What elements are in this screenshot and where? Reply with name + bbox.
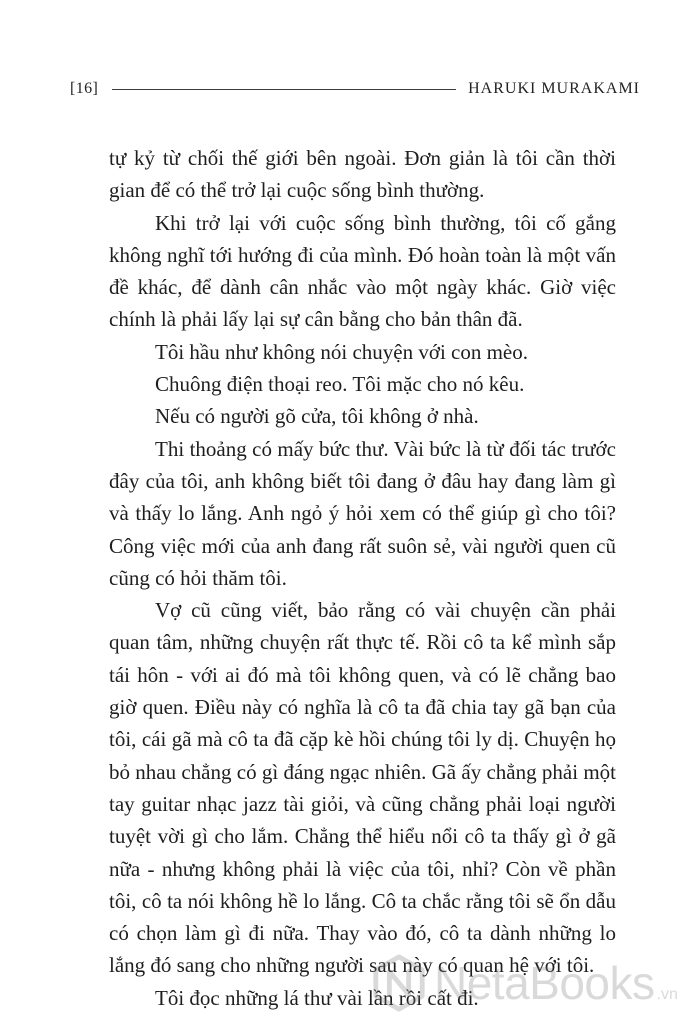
paragraph: Nếu có người gõ cửa, tôi không ở nhà. xyxy=(155,404,479,429)
watermark xyxy=(370,948,690,1018)
page-number: [16] xyxy=(70,80,99,97)
paragraph: Thi thoảng có mấy bức thư. Vài bức là từ đối tác trước đây của tôi, anh không biết tôi đang ở đâu hay đang làm gì và thấy lo lắng. Anh ngỏ ý hỏi xem có thể giúp gì cho tôi? Công việc mới của anh đang rất suôn sẻ, vài người quen cũ cũng có hỏi thăm tôi. xyxy=(109,436,616,590)
body-text xyxy=(109,142,616,1014)
paragraph: Khi trở lại với cuộc sống bình thường, tôi cố gắng không nghĩ tới hướng đi của mình. Đó hoàn toàn là một vấn đề khác, để dành cân nhắc vào một ngày khác. Giờ việc chính là phải lấy lại sự cân bằng cho bản thân đã. xyxy=(109,210,616,332)
running-header xyxy=(70,74,640,104)
running-head-author: HARUKI MURAKAMI xyxy=(468,80,640,97)
paragraph: Tôi đọc những lá thư vài lần rồi cất đi. xyxy=(155,985,479,1010)
paragraph: Vợ cũ cũng viết, bảo rằng có vài chuyện cần phải quan tâm, những chuyện rất thực tế. Rồi cô ta kể mình sắp tái hôn - với ai đó mà tôi không quen, và có lẽ chẳng bao giờ quen. Điều này có nghĩa là cô ta đã chia tay gã bạn của tôi, cái gã mà cô ta đã cặp kè hồi chúng tôi ly dị. Chuyện họ bỏ nhau chẳng có gì đáng ngạc nhiên. Gã ấy chẳng phải một tay guitar nhạc jazz tài giỏi, và cũng chẳng phải loại người tuyệt vời gì cho lắm. Chẳng thể hiểu nổi cô ta thấy gì ở gã nữa - nhưng không phải là việc của tôi, nhỉ? Còn về phần tôi, cô ta nói không hề lo lắng. Cô ta chắc rằng tôi sẽ ổn dẫu có chọn làm gì đi nữa. Thay vào đó, cô ta dành những lo lắng đó sang cho những người sau này có quan hệ với tôi. xyxy=(109,598,616,978)
paragraph: Tôi hầu như không nói chuyện với con mèo. xyxy=(155,339,529,364)
watermark-brand: NetaBooks xyxy=(434,957,655,1009)
netabooks-logo-icon xyxy=(370,954,428,1012)
watermark-tld: .vn xyxy=(656,986,678,1003)
header-rule xyxy=(112,89,456,90)
paragraph: Chuông điện thoại reo. Tôi mặc cho nó kêu. xyxy=(155,372,525,397)
paragraph: tự kỷ từ chối thế giới bên ngoài. Đơn giản là tôi cần thời gian để có thể trở lại cuộc sống bình thường. xyxy=(109,146,616,203)
